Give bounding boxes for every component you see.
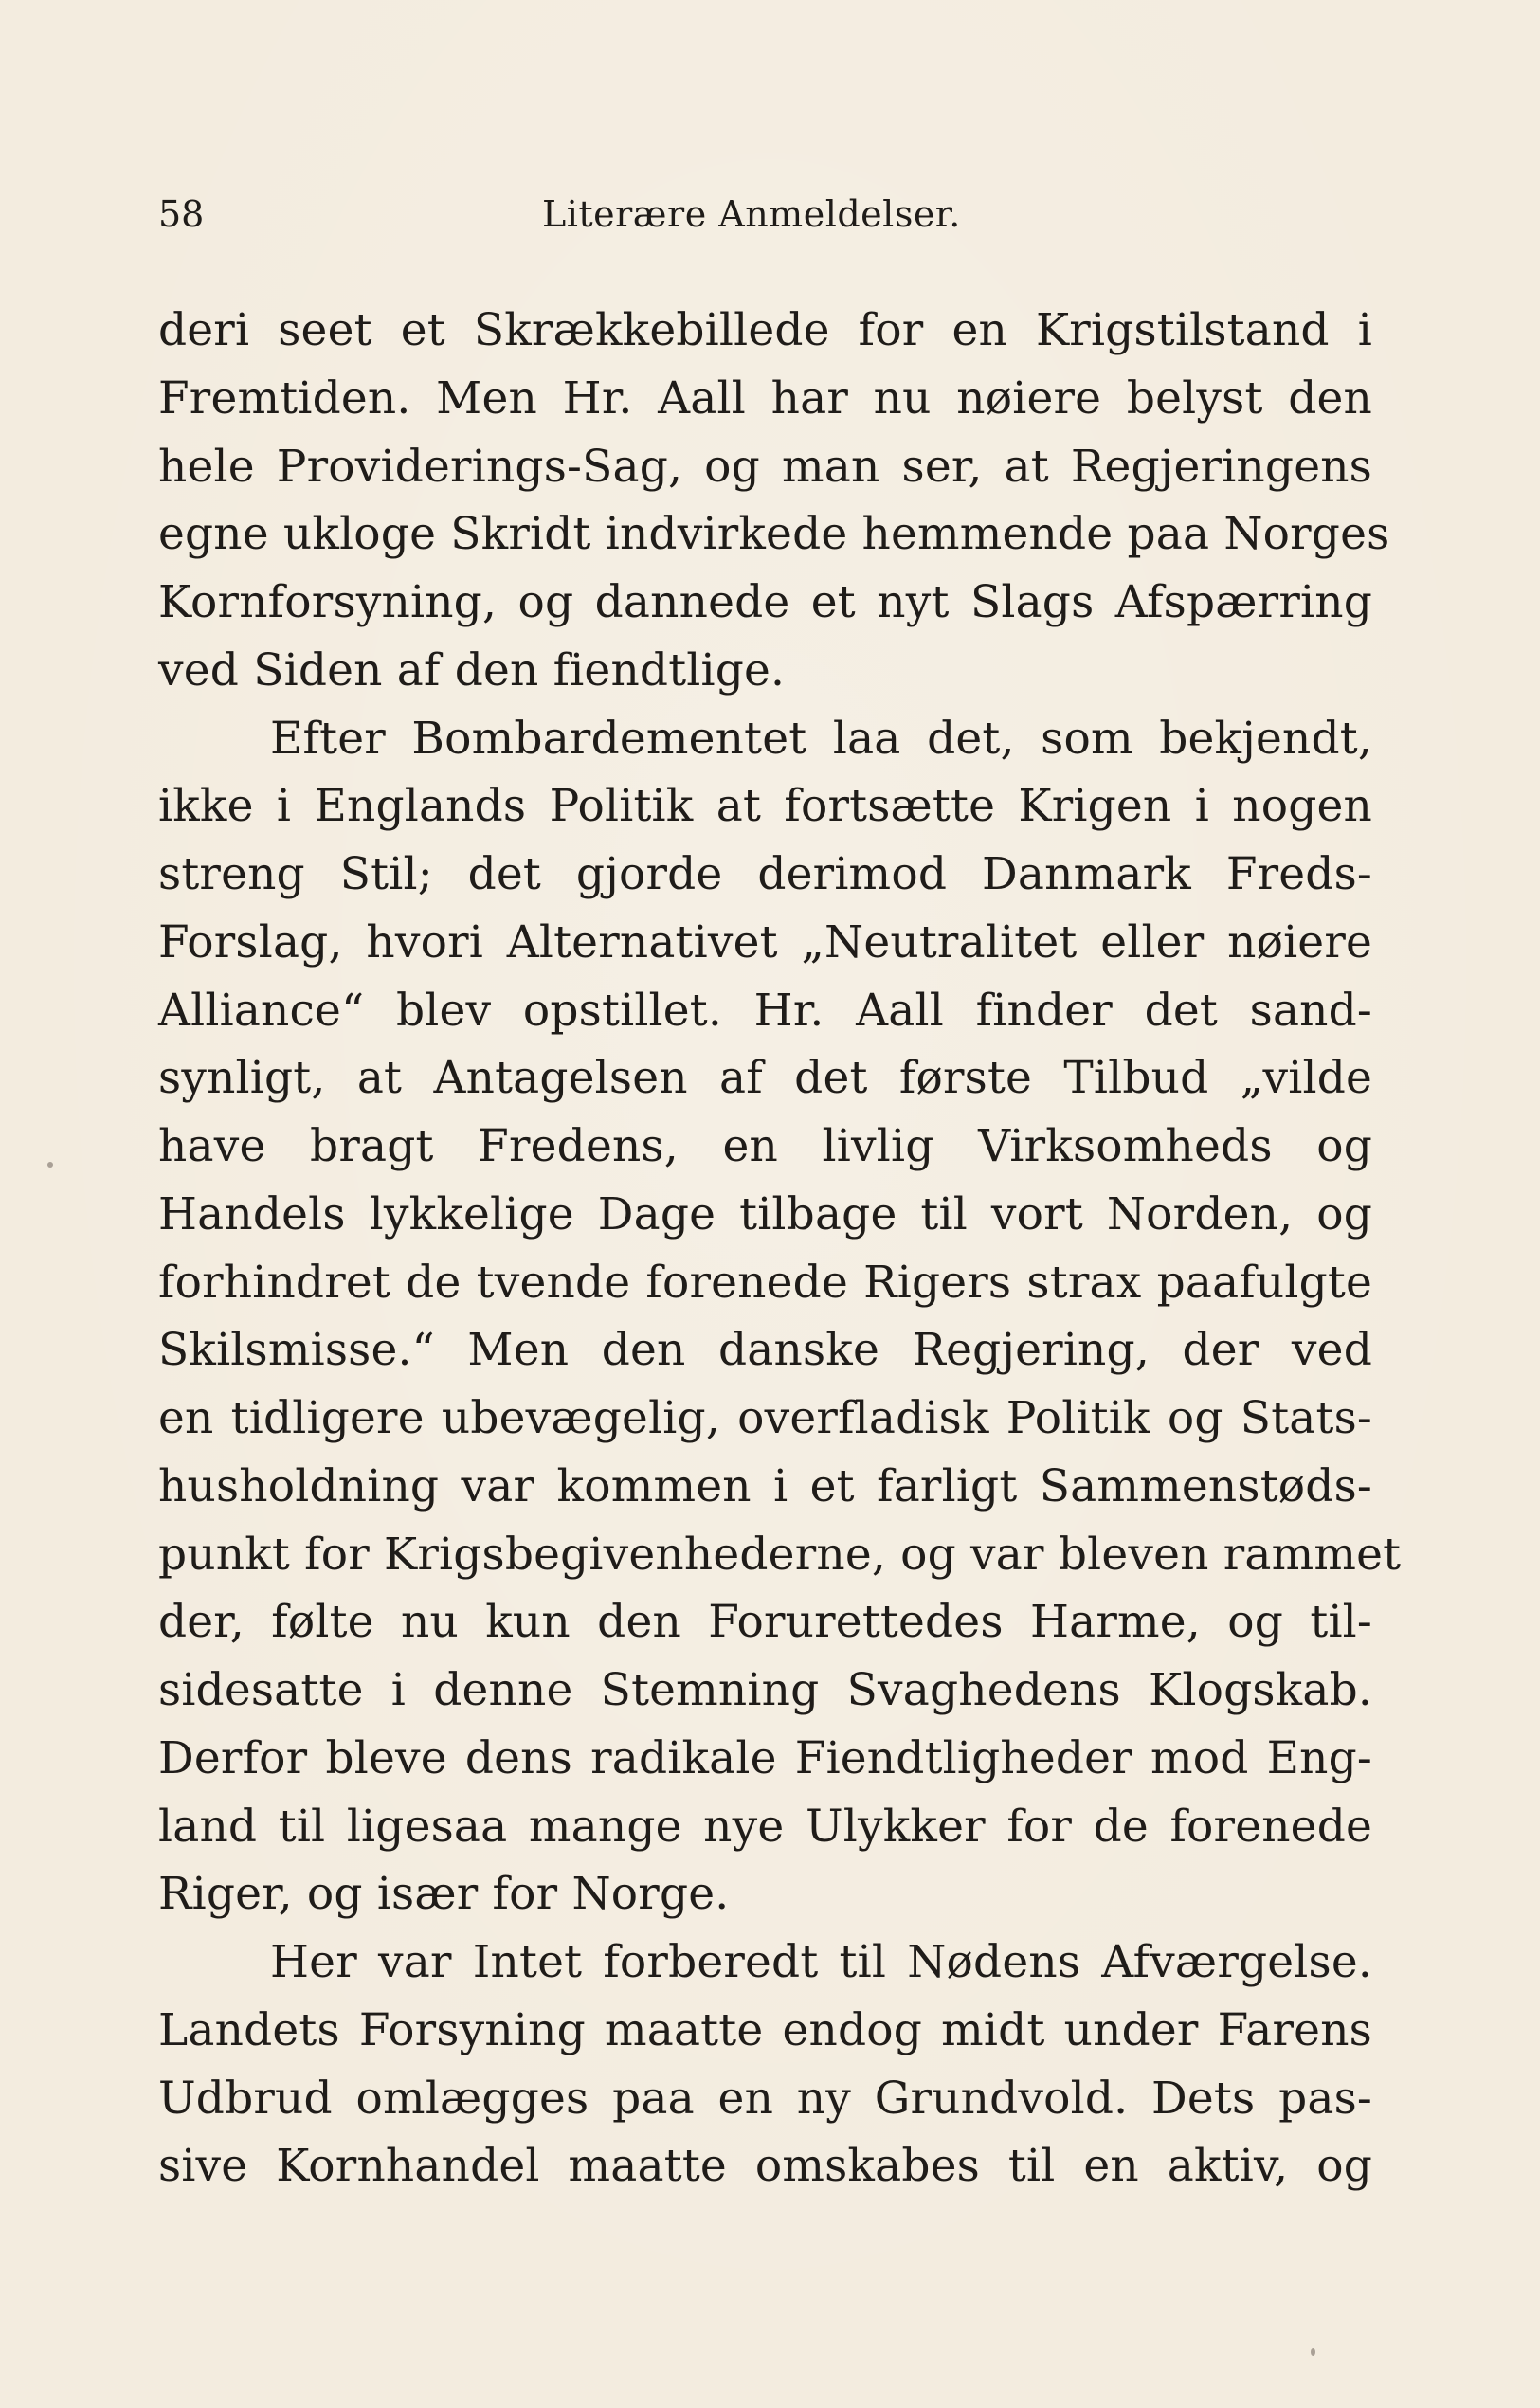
text-line: forhindret de tvende forenede Rigers strax paafulgte — [158, 1256, 1372, 1309]
text-line: Fremtiden. Men Hr. Aall har nu nøiere belyst den — [158, 371, 1372, 425]
text-line: Efter Bombardementet laa det, som bekjendt, — [270, 712, 1372, 765]
paper-speck — [47, 1162, 53, 1168]
text-line: Landets Forsyning maatte endog midt under Farens — [158, 2003, 1372, 2056]
text-line: Forslag, hvori Alternativet „Neutralitet eller nøiere — [158, 915, 1372, 969]
text-line: ikke i Englands Politik at fortsætte Krigen i nogen — [158, 780, 1372, 833]
page-header — [158, 186, 1390, 243]
running-title: Literære Anmeldelser. — [542, 193, 961, 235]
text-line: en tidligere ubevægelig, overfladisk Politik og Stats- — [158, 1392, 1372, 1444]
text-line: Skilsmisse.“ Men den danske Regjering, der ved — [158, 1324, 1372, 1377]
text-line: streng Stil; det gjorde derimod Danmark Freds- — [158, 848, 1372, 900]
text-line: egne ukloge Skridt indvirkede hemmende paa Norges — [158, 508, 1390, 561]
text-line: have bragt Fredens, en livlig Virksomheds og — [158, 1120, 1372, 1172]
text-line: Derfor bleve dens radikale Fiendtligheder mod Eng- — [158, 1731, 1372, 1784]
text-line: der, følte nu kun den Forurettedes Harme, og til- — [158, 1596, 1372, 1649]
text-line: Riger, og især for Norge. — [158, 1868, 730, 1921]
page-number: 58 — [158, 193, 205, 235]
text-line: husholdning var kommen i et farligt Sammenstøds- — [158, 1459, 1372, 1512]
text-line: Handels lykkelige Dage tilbage til vort Norden, og — [158, 1187, 1372, 1240]
text-line: land til ligesaa mange nye Ulykker for de forenede — [158, 1800, 1372, 1853]
text-line: deri seet et Skrækkebillede for en Krigstilstand i — [158, 304, 1372, 356]
text-line: Alliance“ blev opstillet. Hr. Aall finder det sand- — [158, 984, 1372, 1037]
text-line: Her var Intet forberedt til Nødens Afværgelse. — [270, 1936, 1372, 1988]
text-line: punkt for Krigsbegivenhederne, og var bleven rammet — [158, 1528, 1402, 1581]
text-line: hele Providerings-Sag, og man ser, at Regjeringens — [158, 440, 1372, 493]
text-line: Kornforsyning, og dannede et nyt Slags Afspærring — [158, 576, 1372, 628]
body-text — [158, 297, 1402, 2200]
paper-speck — [1311, 2348, 1315, 2356]
text-line: sidesatte i denne Stemning Svaghedens Klogskab. — [158, 1664, 1372, 1716]
text-line: ved Siden af den fiendtlige. — [158, 643, 786, 697]
text-line: sive Kornhandel maatte omskabes til en aktiv, og — [158, 2140, 1372, 2193]
text-line: Udbrud omlægges paa en ny Grundvold. Dets pas- — [158, 2072, 1372, 2125]
text-line: synligt, at Antagelsen af det første Tilbud „vilde — [158, 1052, 1372, 1105]
